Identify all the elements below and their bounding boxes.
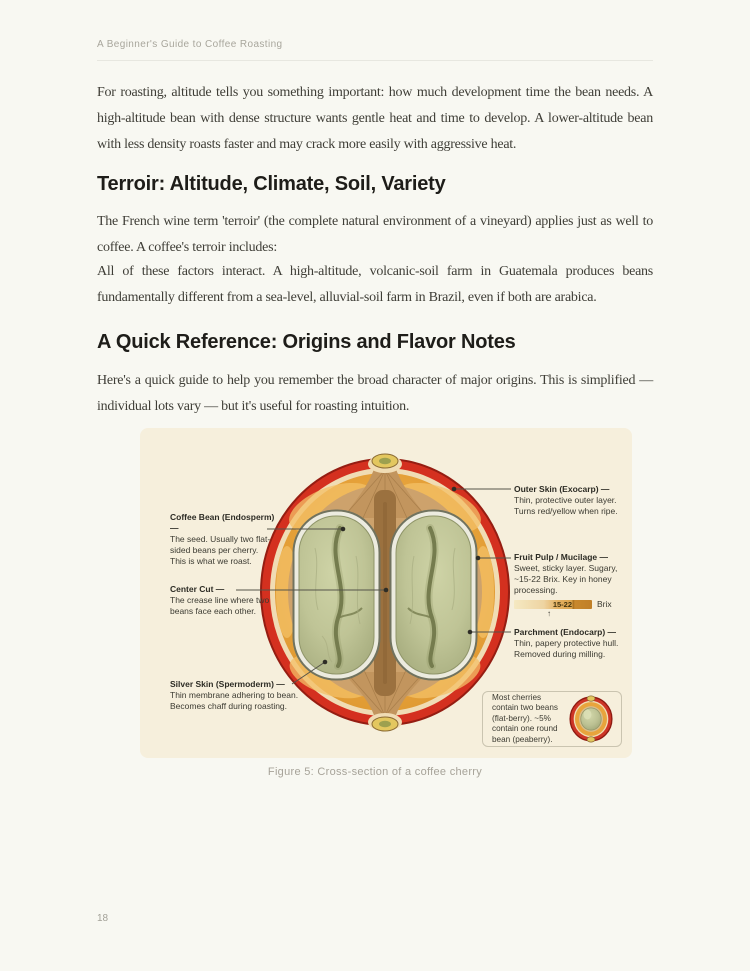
- stem-nub-top: [368, 454, 402, 473]
- peaberry-note-text: Most cherries contain two beans (flat-berry). ~5% contain one round bean (peaberry).: [492, 692, 558, 744]
- label-coffee-bean: Coffee Bean (Endosperm) — The seed. Usually two flat-sided beans per cherry. This is what we roast.: [170, 512, 275, 566]
- stem-nub-bottom: [368, 713, 402, 731]
- brix-gradient-bar: 15-22: [514, 600, 592, 609]
- page-number: 18: [97, 913, 109, 924]
- brix-scale: 15-22 Brix: [514, 599, 630, 610]
- peaberry-icon: [567, 695, 615, 743]
- label-outer-skin: Outer Skin (Exocarp) — Thin, protective outer layer. Turns red/yellow when ripe.: [514, 484, 618, 516]
- header-divider: [97, 60, 653, 61]
- brix-arrow-icon: ↑: [547, 609, 551, 618]
- reference-paragraph: Here's a quick guide to help you remember the broad character of major origins. This is simplified — individual lots vary — but it's useful for roasting intuition.: [97, 373, 653, 414]
- label-parchment: Parchment (Endocarp) — Thin, papery protective hull. Removed during milling.: [514, 627, 619, 659]
- terroir-paragraph-1: The French wine term 'terroir' (the complete natural environment of a vineyard) applies just as well to coffee. A coffee's terroir includes:: [97, 214, 653, 255]
- label-fruit-pulp: Fruit Pulp / Mucilage — Sweet, sticky layer. Sugary, ~15-22 Brix. Key in honey processing. 15-22 Brix ↑: [514, 552, 630, 617]
- figure-caption: Figure 5: Cross-section of a coffee cherry: [267, 766, 483, 778]
- peaberry-note-box: [482, 691, 622, 747]
- section-heading-terroir: Terroir: Altitude, Climate, Soil, Variety: [97, 173, 446, 195]
- document-header: A Beginner's Guide to Coffee Roasting: [97, 39, 283, 50]
- label-silver-skin: Silver Skin (Spermoderm) — Thin membrane adhering to bean. Becomes chaff during roasting.: [170, 679, 299, 711]
- coffee-bean-left: [294, 511, 380, 680]
- section-heading-quick-reference: A Quick Reference: Origins and Flavor Notes: [97, 331, 516, 353]
- label-center-cut: Center Cut — The crease line where two beans face each other.: [170, 584, 270, 616]
- coffee-bean-right: [391, 511, 477, 680]
- terroir-paragraph-2: All of these factors interact. A high-altitude, volcanic-soil farm in Guatemala produces beans fundamentally different from a sea-level, alluvial-soil farm in Brazil, even if both are arabica.: [97, 264, 653, 305]
- figure-coffee-cherry: [140, 428, 632, 758]
- intro-paragraph: For roasting, altitude tells you something important: how much development time the bean needs. A high-altitude bean with dense structure wants gentle heat and time to develop. A lower-altitude bean with less density roasts faster and may crack more easily with aggressive heat.: [97, 85, 653, 152]
